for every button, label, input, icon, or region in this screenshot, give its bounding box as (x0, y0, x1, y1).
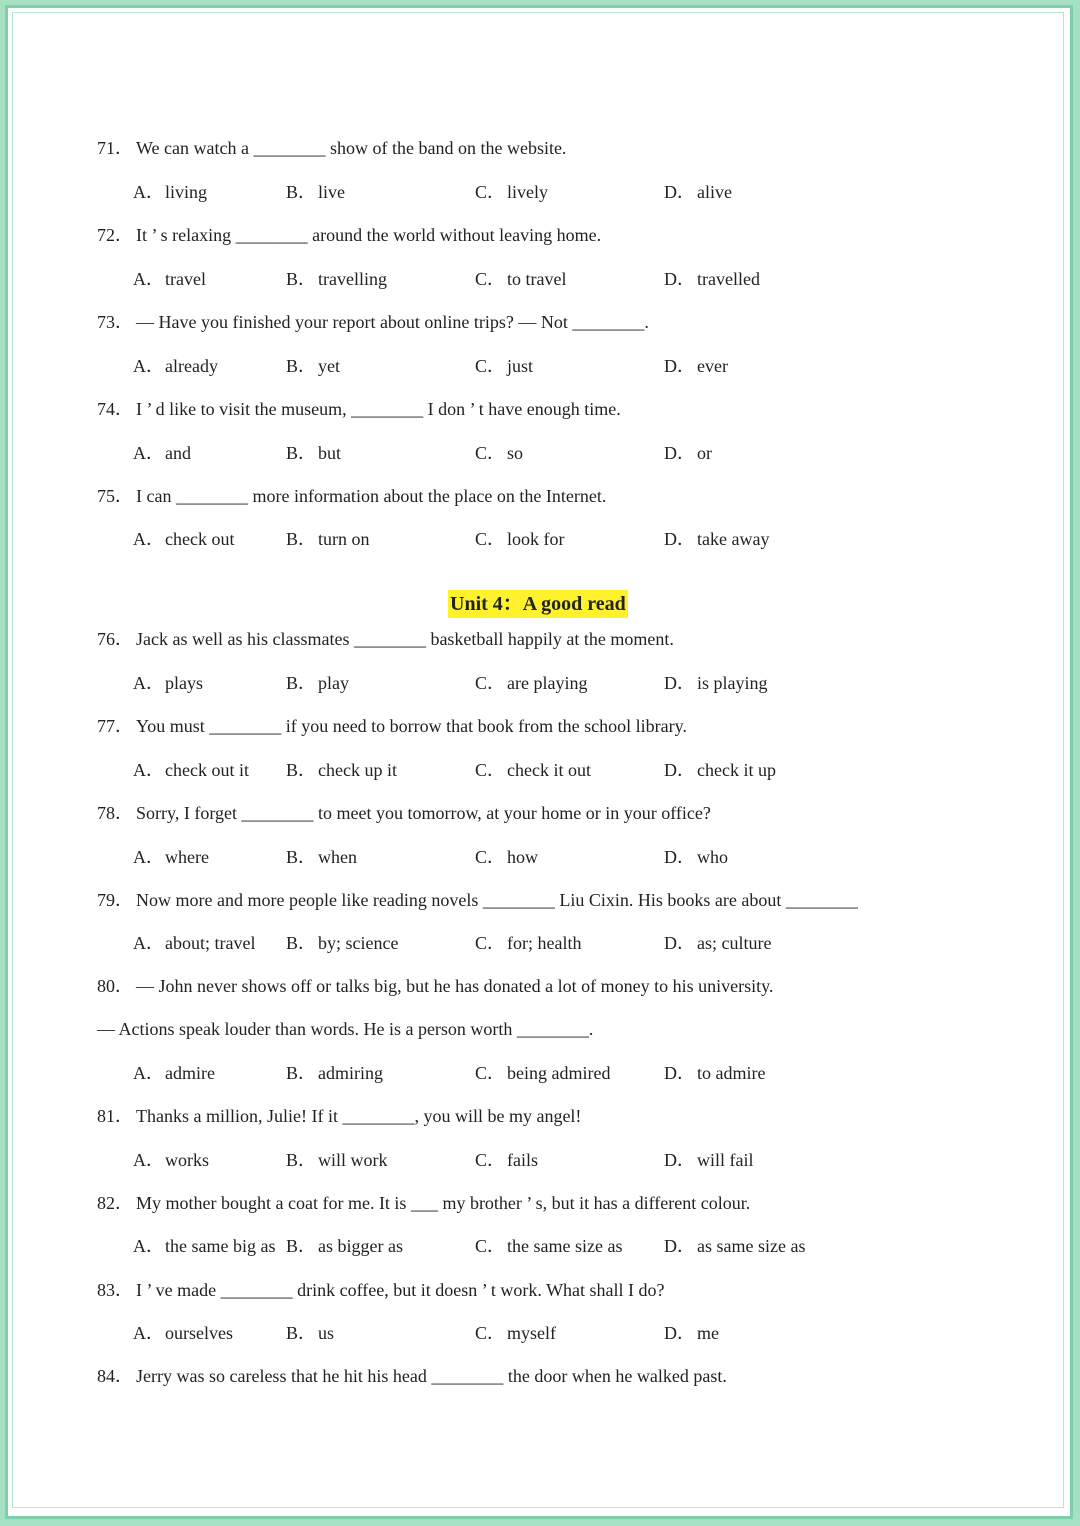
question-text: Sorry, I forget ________ to meet you tomorrow, at your home or in your office? (136, 803, 711, 823)
question-number: 72． (97, 225, 133, 245)
question-number: 74． (97, 399, 133, 419)
question-text: I ’ d like to visit the museum, ________ I don ’ t have enough time. (136, 399, 621, 419)
question-number: 76． (97, 629, 133, 649)
option-c-text: to travel (507, 269, 567, 289)
question-text: You must ________ if you need to borrow that book from the school library. (136, 716, 687, 736)
question-number: 75． (97, 486, 133, 506)
option-b-label: B． (286, 673, 317, 693)
option-a-text: about; travel (165, 933, 256, 953)
option-c-label: C． (475, 847, 506, 867)
question-text: — John never shows off or talks big, but he has donated a lot of money to his university. (136, 976, 774, 996)
question-continuation-text: — Actions speak louder than words. He is a person worth ________. (97, 1019, 594, 1039)
question-text: My mother bought a coat for me. It is ___ my brother ’ s, but it has a different colour. (136, 1193, 751, 1213)
option-d-text: to admire (697, 1063, 766, 1083)
question-number: 79． (97, 890, 133, 910)
option-b-text: turn on (318, 529, 370, 549)
option-a-label: A． (133, 1150, 164, 1170)
option-b-text: us (318, 1323, 335, 1343)
option-c-label: C． (475, 182, 506, 202)
option-a-label: A． (133, 356, 164, 376)
option-c-text: fails (507, 1150, 538, 1170)
question-number: 71． (97, 138, 133, 158)
option-d-text: will fail (697, 1150, 754, 1170)
option-d-label: D． (664, 760, 695, 780)
question-number: 80． (97, 976, 133, 996)
option-d-text: alive (697, 182, 732, 202)
option-b-label: B． (286, 1236, 317, 1256)
option-d-text: check it up (697, 760, 776, 780)
option-d-label: D． (664, 673, 695, 693)
option-c-text: so (507, 443, 524, 463)
option-c-label: C． (475, 760, 506, 780)
option-a-text: works (165, 1150, 209, 1170)
option-b-text: will work (318, 1150, 388, 1170)
option-c-text: look for (507, 529, 565, 549)
option-b-text: yet (318, 356, 340, 376)
option-a-label: A． (133, 529, 164, 549)
option-d-label: D． (664, 443, 695, 463)
option-b-label: B． (286, 933, 317, 953)
option-b-text: as bigger as (318, 1236, 403, 1256)
option-b-text: live (318, 182, 345, 202)
option-c-text: for; health (507, 933, 582, 953)
option-d-label: D． (664, 269, 695, 289)
question-text: Thanks a million, Julie! If it ________, you will be my angel! (136, 1106, 582, 1126)
option-a-text: where (165, 847, 209, 867)
option-d-text: is playing (697, 673, 768, 693)
option-d-label: D． (664, 1063, 695, 1083)
option-c-text: just (507, 356, 534, 376)
question-text: I ’ ve made ________ drink coffee, but it doesn ’ t work. What shall I do? (136, 1280, 665, 1300)
question-number: 82． (97, 1193, 133, 1213)
question-number: 81． (97, 1106, 133, 1126)
option-b-label: B． (286, 182, 317, 202)
question-text: Now more and more people like reading novels ________ Liu Cixin. His books are about ________ (136, 890, 858, 910)
option-a-text: living (165, 182, 208, 202)
question-text: Jerry was so careless that he hit his head ________ the door when he walked past. (136, 1366, 727, 1386)
option-b-label: B． (286, 847, 317, 867)
option-b-label: B． (286, 356, 317, 376)
option-d-text: travelled (697, 269, 760, 289)
option-a-label: A． (133, 443, 164, 463)
option-b-text: by; science (318, 933, 399, 953)
question-number: 73． (97, 312, 133, 332)
option-d-label: D． (664, 356, 695, 376)
option-d-label: D． (664, 933, 695, 953)
option-b-label: B． (286, 760, 317, 780)
option-a-label: A． (133, 269, 164, 289)
option-c-text: lively (507, 182, 548, 202)
option-d-label: D． (664, 847, 695, 867)
option-a-label: A． (133, 182, 164, 202)
option-c-label: C． (475, 269, 506, 289)
option-a-text: admire (165, 1063, 215, 1083)
option-c-text: being admired (507, 1063, 611, 1083)
question-text: — Have you finished your report about online trips? — Not ________. (136, 312, 649, 332)
option-d-label: D． (664, 529, 695, 549)
option-a-text: the same big as (165, 1236, 276, 1256)
option-c-text: the same size as (507, 1236, 623, 1256)
option-c-label: C． (475, 1063, 506, 1083)
option-c-label: C． (475, 1150, 506, 1170)
option-c-label: C． (475, 673, 506, 693)
option-d-text: as same size as (697, 1236, 806, 1256)
option-a-text: already (165, 356, 218, 376)
question-text: It ’ s relaxing ________ around the world without leaving home. (136, 225, 602, 245)
option-a-label: A． (133, 673, 164, 693)
option-c-label: C． (475, 1323, 506, 1343)
option-c-text: how (507, 847, 538, 867)
option-b-text: but (318, 443, 342, 463)
option-c-label: C． (475, 443, 506, 463)
option-d-label: D． (664, 182, 695, 202)
question-number: 84． (97, 1366, 133, 1386)
unit-title: Unit 4：A good read (448, 590, 628, 618)
option-b-text: when (318, 847, 357, 867)
option-a-label: A． (133, 1063, 164, 1083)
option-a-text: check out it (165, 760, 249, 780)
option-b-text: check up it (318, 760, 397, 780)
option-b-label: B． (286, 529, 317, 549)
option-c-label: C． (475, 1236, 506, 1256)
option-c-label: C． (475, 933, 506, 953)
option-a-text: ourselves (165, 1323, 233, 1343)
option-a-text: check out (165, 529, 235, 549)
question-number: 83． (97, 1280, 133, 1300)
option-a-label: A． (133, 760, 164, 780)
option-d-text: or (697, 443, 712, 463)
option-c-text: myself (507, 1323, 556, 1343)
option-a-label: A． (133, 1236, 164, 1256)
question-text: I can ________ more information about the place on the Internet. (136, 486, 607, 506)
option-d-text: me (697, 1323, 719, 1343)
option-b-label: B． (286, 1323, 317, 1343)
option-a-text: and (165, 443, 191, 463)
option-c-text: are playing (507, 673, 588, 693)
option-b-label: B． (286, 1150, 317, 1170)
option-a-label: A． (133, 1323, 164, 1343)
option-d-text: take away (697, 529, 770, 549)
option-b-text: travelling (318, 269, 387, 289)
option-a-label: A． (133, 847, 164, 867)
option-d-label: D． (664, 1150, 695, 1170)
option-d-text: as; culture (697, 933, 772, 953)
question-number: 77． (97, 716, 133, 736)
option-d-text: who (697, 847, 728, 867)
option-b-label: B． (286, 269, 317, 289)
option-b-text: play (318, 673, 349, 693)
option-b-label: B． (286, 443, 317, 463)
option-a-text: plays (165, 673, 203, 693)
option-d-text: ever (697, 356, 728, 376)
question-text: We can watch a ________ show of the band on the website. (136, 138, 567, 158)
option-a-text: travel (165, 269, 206, 289)
option-b-label: B． (286, 1063, 317, 1083)
question-number: 78． (97, 803, 133, 823)
question-text: Jack as well as his classmates ________ basketball happily at the moment. (136, 629, 674, 649)
option-c-label: C． (475, 356, 506, 376)
option-a-label: A． (133, 933, 164, 953)
option-c-label: C． (475, 529, 506, 549)
option-c-text: check it out (507, 760, 591, 780)
option-d-label: D． (664, 1236, 695, 1256)
option-d-label: D． (664, 1323, 695, 1343)
option-b-text: admiring (318, 1063, 383, 1083)
